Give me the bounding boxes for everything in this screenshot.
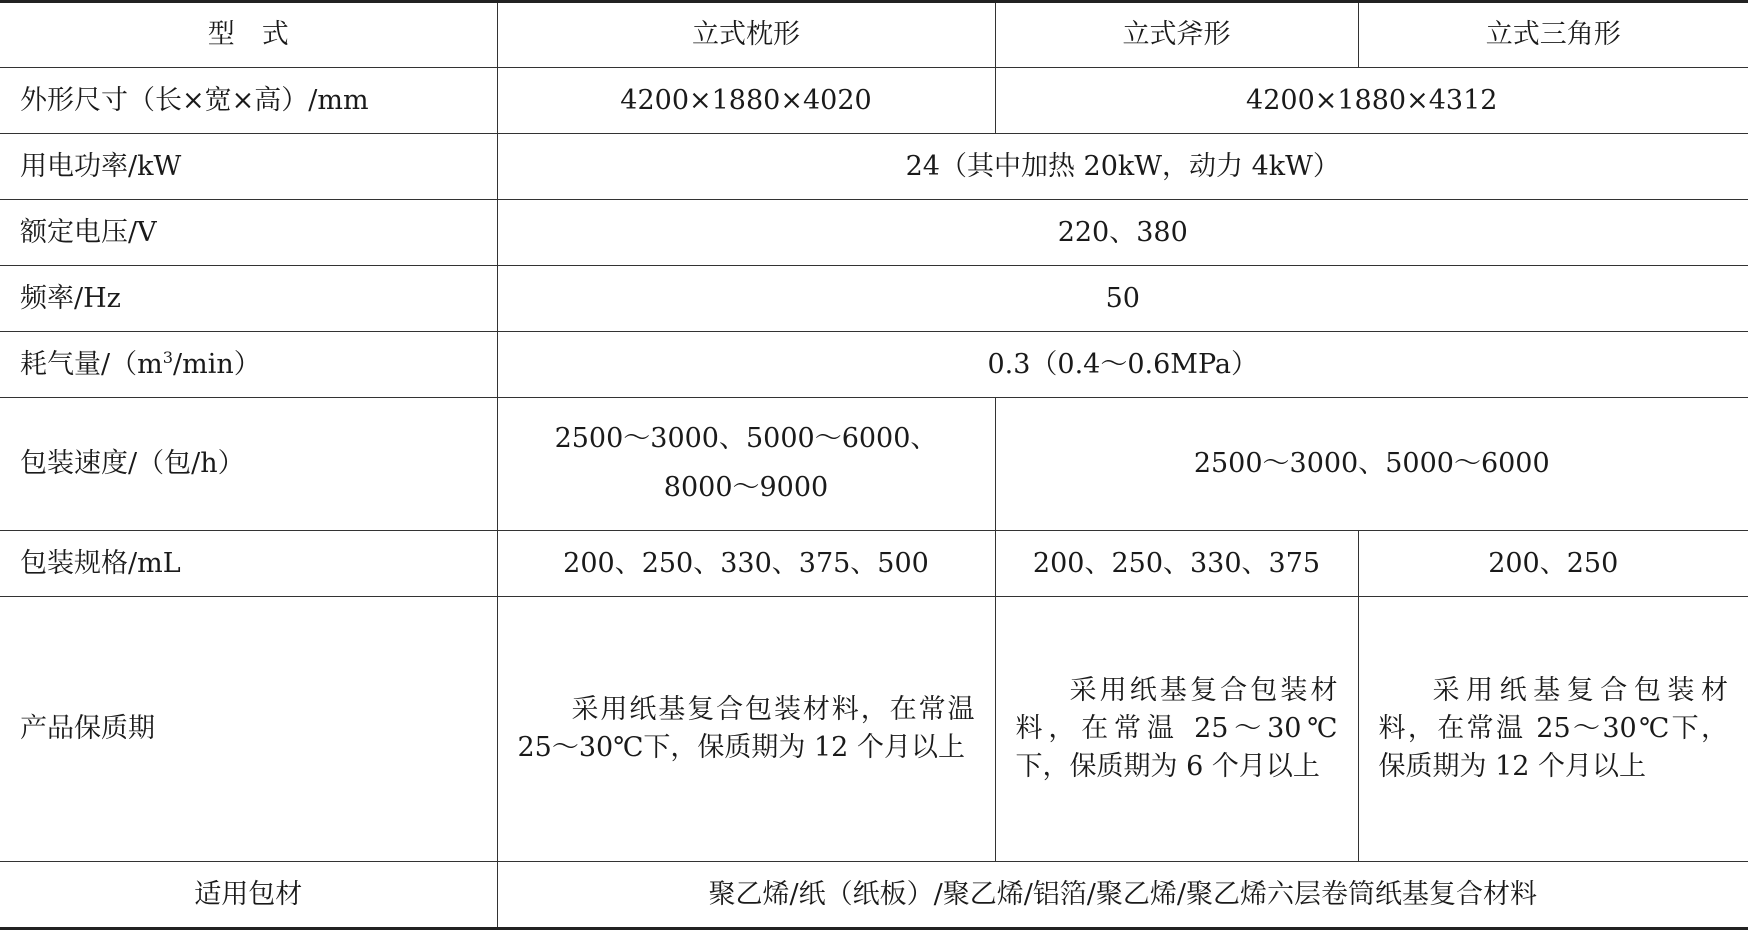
speed-pillow <box>497 398 995 531</box>
voltage-value: 220、380 <box>497 200 1748 266</box>
speed-pillow-line2: 8000～9000 <box>663 472 829 503</box>
spec-axe: 200、250、330、375 <box>995 531 1358 597</box>
spec-triangle: 200、250 <box>1358 531 1748 597</box>
frequency-value: 50 <box>497 266 1748 332</box>
row-speed <box>0 398 1748 531</box>
speed-label: 包装速度/（包/h） <box>0 398 497 531</box>
speed-pillow-line1: 2500～3000、5000～6000、 <box>554 423 938 455</box>
row-dimensions <box>0 68 1748 134</box>
dimensions-pillow: 4200×1880×4020 <box>497 68 995 134</box>
air-label-prefix: 耗气量/（m <box>20 348 163 380</box>
air-label-suffix: /min） <box>173 348 261 380</box>
power-label: 用电功率/kW <box>0 134 497 200</box>
row-spec <box>0 531 1748 597</box>
spec-pillow: 200、250、330、375、500 <box>497 531 995 597</box>
row-material <box>0 862 1748 929</box>
voltage-label: 额定电压/V <box>0 200 497 266</box>
speed-axe-triangle: 2500～3000、5000～6000 <box>995 398 1748 531</box>
row-shelf-life <box>0 597 1748 862</box>
power-value: 24（其中加热 20kW，动力 4kW） <box>497 134 1748 200</box>
air-value: 0.3（0.4～0.6MPa） <box>497 332 1748 398</box>
header-pillow: 立式枕形 <box>497 2 995 68</box>
dimensions-axe-triangle: 4200×1880×4312 <box>995 68 1748 134</box>
shelf-life-triangle: 采用纸基复合包装材料，在常温 25～30℃下，保质期为 12 个月以上 <box>1358 597 1748 862</box>
shelf-life-axe: 采用纸基复合包装材料，在常温 25～30℃下，保质期为 6 个月以上 <box>995 597 1358 862</box>
shelf-life-pillow: 采用纸基复合包装材料，在常温 25～30℃下，保质期为 12 个月以上 <box>497 597 995 862</box>
frequency-label: 频率/Hz <box>0 266 497 332</box>
header-triangle: 立式三角形 <box>1358 2 1748 68</box>
row-power <box>0 134 1748 200</box>
row-voltage <box>0 200 1748 266</box>
spec-label: 包装规格/mL <box>0 531 497 597</box>
material-label: 适用包材 <box>0 862 497 929</box>
air-label-sup: 3 <box>162 347 174 367</box>
material-value: 聚乙烯/纸（纸板）/聚乙烯/铝箔/聚乙烯/聚乙烯六层卷筒纸基复合材料 <box>497 862 1748 929</box>
shelf-life-label: 产品保质期 <box>0 597 497 862</box>
header-row <box>0 2 1748 68</box>
header-axe: 立式斧形 <box>995 2 1358 68</box>
row-air <box>0 332 1748 398</box>
header-type-label: 型 式 <box>0 2 497 68</box>
air-label <box>0 332 497 398</box>
row-frequency <box>0 266 1748 332</box>
dimensions-label: 外形尺寸（长×宽×高）/mm <box>0 68 497 134</box>
